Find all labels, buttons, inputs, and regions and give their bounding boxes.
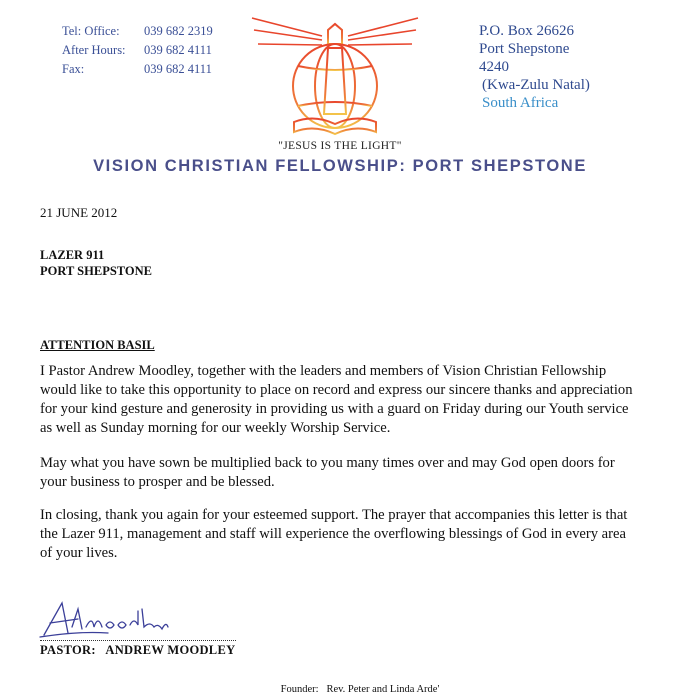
signature-line xyxy=(40,640,236,641)
address-line: (Kwa-Zulu Natal) xyxy=(482,77,590,93)
postal-address xyxy=(479,22,659,112)
contact-value: 039 682 4111 xyxy=(144,43,212,57)
address-line: P.O. Box 26626 xyxy=(479,23,575,39)
contact-label: Fax: xyxy=(62,62,85,76)
attention-line: ATTENTION BASIL xyxy=(40,338,155,352)
recipient-line: LAZER 911 xyxy=(40,248,105,262)
body-paragraph: May what you have sown be multiplied back to you many times over and may God open doors for your business to prosper and be blessed. xyxy=(40,455,615,490)
address-line: South Africa xyxy=(482,95,559,111)
church-logo xyxy=(250,14,420,142)
signatory-title: PASTOR: ANDREW MOODLEY xyxy=(40,643,236,657)
body-paragraph: In closing, thank you again for your esteemed support. The prayer that accompanies this letter is that the Lazer 911, management and staff will experience the overflowing blessings of God in every area of your lives. xyxy=(40,507,628,561)
motto: "JESUS IS THE LIGHT" xyxy=(278,140,402,152)
contact-row xyxy=(62,41,232,60)
contact-row xyxy=(62,60,232,79)
address-line: Port Shepstone xyxy=(479,41,570,57)
letter-date: 21 JUNE 2012 xyxy=(40,205,118,220)
contact-value: 039 682 4111 xyxy=(144,62,212,76)
address-line: 4240 xyxy=(479,59,509,75)
contact-value: 039 682 2319 xyxy=(144,24,213,38)
handwritten-signature xyxy=(38,597,188,639)
contact-block xyxy=(62,22,232,82)
contact-label: After Hours: xyxy=(62,43,126,57)
body-paragraph: I Pastor Andrew Moodley, together with the leaders and members of Vision Christian Fellowship would like to take this opportunity to place on record and express our sincere thanks and appreciation for your kind gesture and generosity in providing us with a guard on Friday during our Youth service as well as Sunday morning for our weekly Worship Service. xyxy=(40,363,633,436)
recipient-line: PORT SHEPSTONE xyxy=(40,264,152,278)
founder-footer: Founder: Rev. Peter and Linda Arde' xyxy=(280,684,440,695)
contact-label: Tel: Office: xyxy=(62,24,120,38)
recipient-block xyxy=(40,247,152,279)
contact-row xyxy=(62,22,232,41)
organisation-name: VISION CHRISTIAN FELLOWSHIP: PORT SHEPSTONE xyxy=(93,157,587,175)
